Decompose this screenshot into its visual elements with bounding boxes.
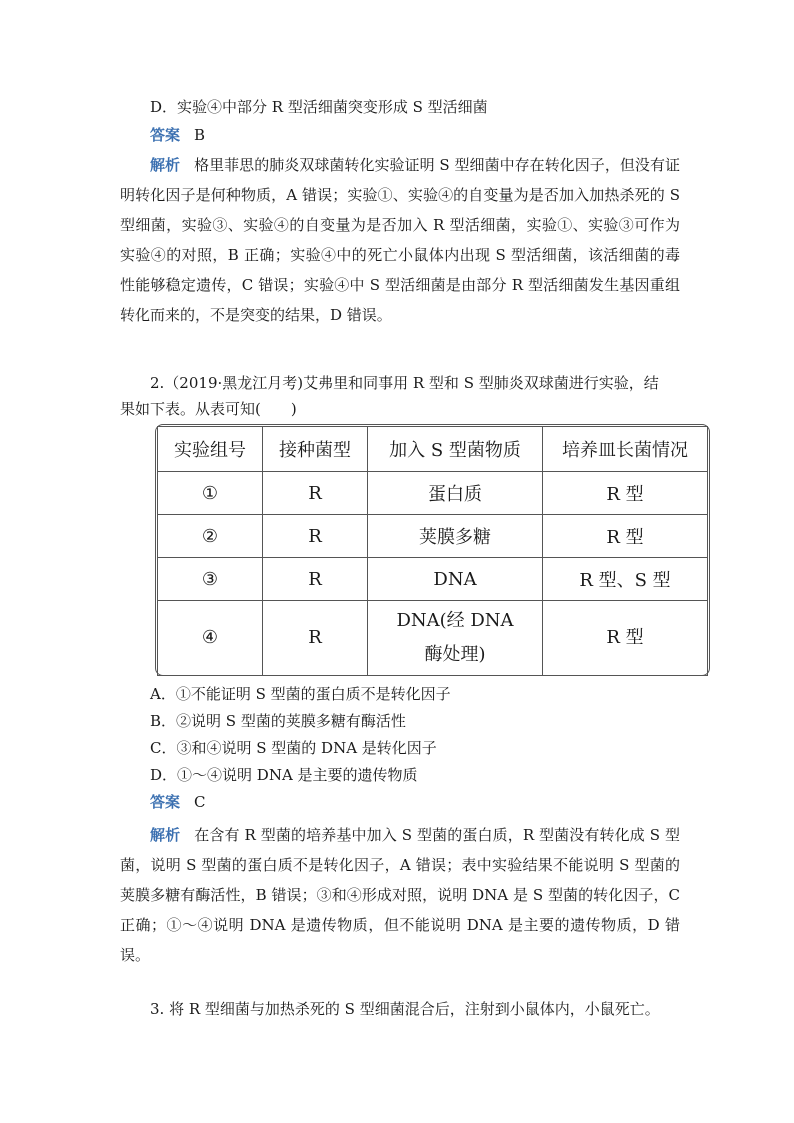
answer-label: 答案 bbox=[150, 793, 181, 811]
table-cell: ① bbox=[158, 472, 263, 515]
experiment-table bbox=[157, 426, 708, 676]
table-cell: ④ bbox=[158, 601, 263, 676]
q2-option-c: C．③和④说明 S 型菌的 DNA 是转化因子 bbox=[150, 739, 437, 757]
q2-option-b: B．②说明 S 型菌的荚膜多糖有酶活性 bbox=[150, 712, 406, 730]
table-row bbox=[158, 515, 708, 558]
answer-label: 答案 bbox=[150, 126, 181, 144]
table-cell: R bbox=[263, 515, 368, 558]
table-row bbox=[158, 472, 708, 515]
q2-option-a: A．①不能证明 S 型菌的蛋白质不是转化因子 bbox=[150, 685, 451, 703]
analysis-text: 格里菲思的肺炎双球菌转化实验证明 S 型细菌中存在转化因子，但没有证明转化因子是何种物质，A 错误；实验①、实验④的自变量为是否加入加热杀死的 S 型细菌，实验③、实验④的自变量为是否加入 R 型活细菌，实验①、实验③可作为实验④的对照，B 正确；实验④中的死亡小鼠体内出现 S 型活细菌，该活细菌的毒性能够稳定遗传，C 错误；实验④中 S 型活细菌是由部分 R 型活细菌发生基因重组转化而来的，不是突变的结果，D 错误。 bbox=[120, 156, 680, 324]
table-cell: ③ bbox=[158, 558, 263, 601]
analysis-label: 解析 bbox=[150, 156, 181, 174]
q1-option-d: D．实验④中部分 R 型活细菌突变形成 S 型活细菌 bbox=[150, 98, 488, 116]
q2-answer bbox=[150, 791, 206, 813]
table-cell: R 型 bbox=[543, 472, 708, 515]
table-cell: R bbox=[263, 558, 368, 601]
table-cell: R bbox=[263, 601, 368, 676]
answer-value: B bbox=[194, 126, 206, 144]
table-cell: 荚膜多糖 bbox=[368, 515, 543, 558]
table-row bbox=[158, 558, 708, 601]
table-cell: R 型 bbox=[543, 601, 708, 676]
table-header: 培养皿长菌情况 bbox=[543, 427, 708, 472]
q3-stem: 3. 将 R 型细菌与加热杀死的 S 型细菌混合后，注射到小鼠体内，小鼠死亡。 bbox=[150, 1000, 660, 1018]
q2-stem-line2: 果如下表。从表可知( ) bbox=[120, 400, 297, 418]
table-cell: ② bbox=[158, 515, 263, 558]
table-header-row bbox=[158, 427, 708, 472]
q1-answer bbox=[150, 124, 205, 146]
table-cell: DNA bbox=[368, 558, 543, 601]
table-header: 加入 S 型菌物质 bbox=[368, 427, 543, 472]
table-cell: R 型 bbox=[543, 515, 708, 558]
table-header: 接种菌型 bbox=[263, 427, 368, 472]
table-cell: R 型、S 型 bbox=[543, 558, 708, 601]
q2-stem-line1: 2.（2019·黑龙江月考)艾弗里和同事用 R 型和 S 型肺炎双球菌进行实验，结 bbox=[150, 374, 659, 392]
table-row bbox=[158, 601, 708, 676]
table-header: 实验组号 bbox=[158, 427, 263, 472]
q2-analysis bbox=[120, 820, 680, 970]
analysis-text: 在含有 R 型菌的培养基中加入 S 型菌的蛋白质，R 型菌没有转化成 S 型菌，说明 S 型菌的蛋白质不是转化因子，A 错误；表中实验结果不能说明 S 型菌的荚膜多糖有酶活性，B 错误；③和④形成对照，说明 DNA 是 S 型菌的转化因子，C 正确；①～④说明 DNA 是遗传物质，但不能说明 DNA 是主要的遗传物质，D 错误。 bbox=[120, 826, 680, 964]
table-cell: R bbox=[263, 472, 368, 515]
analysis-label: 解析 bbox=[150, 826, 181, 844]
q1-analysis bbox=[120, 150, 680, 330]
table-cell: 蛋白质 bbox=[368, 472, 543, 515]
q2-option-d: D．①～④说明 DNA 是主要的遗传物质 bbox=[150, 766, 418, 784]
table-cell: DNA(经 DNA 酶处理) bbox=[368, 601, 543, 676]
answer-value: C bbox=[194, 793, 206, 811]
